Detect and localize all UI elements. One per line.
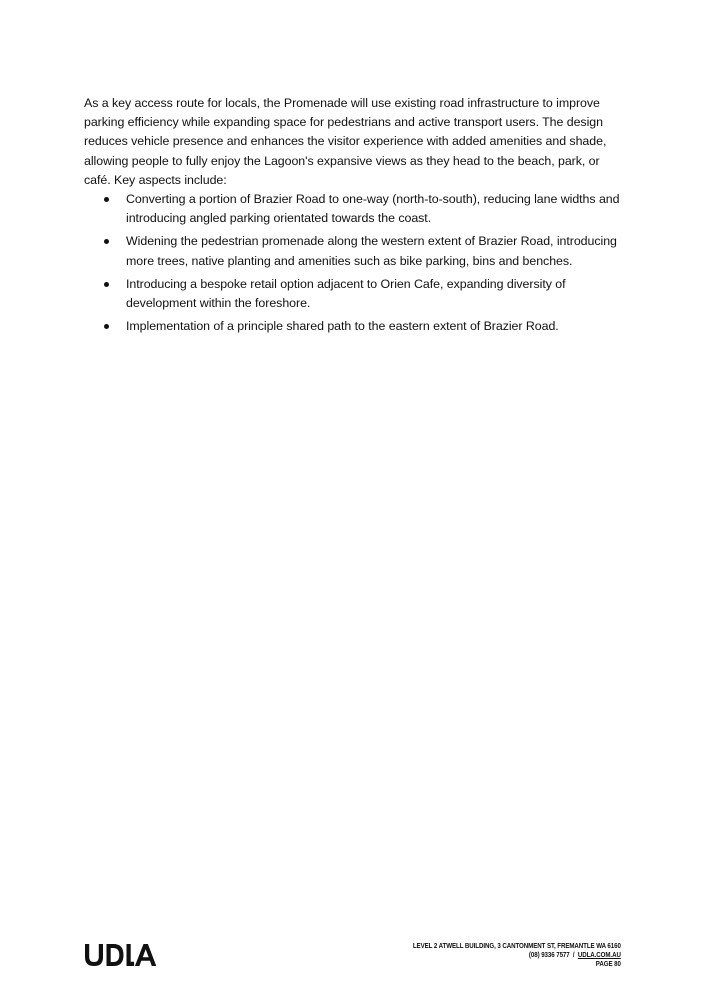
footer-separator: / [573,949,575,959]
list-item [84,190,629,228]
udla-logo-icon [84,940,160,970]
body-text [84,94,629,340]
list-item [84,232,629,270]
bullet-icon [104,197,109,202]
footer-contact [413,942,621,968]
footer-website-link[interactable]: UDLA.COM.AU [577,949,621,959]
list-item-text: Implementation of a principle shared path to the eastern extent of Brazier Road. [126,319,559,334]
bullet-icon [104,239,109,244]
footer-phone-line [413,951,621,960]
list-item-text: Converting a portion of Brazier Road to one-way (north-to-south), reducing lane widths and introducing angled parking orientated towards the coast. [126,192,620,226]
udla-logo [84,940,160,970]
key-aspects-list [84,190,629,336]
list-item [84,275,629,313]
bullet-icon [104,324,109,329]
list-item-text: Introducing a bespoke retail option adjacent to Orien Cafe, expanding diversity of development within the foreshore. [126,276,566,311]
bullet-icon [104,282,109,287]
list-item-text: Widening the pedestrian promenade along the western extent of Brazier Road, introducing more trees, native planting and amenities such as bike parking, bins and benches. [126,234,617,268]
intro-paragraph: As a key access route for locals, the Promenade will use existing road infrastructure to improve parking efficiency while expanding space for pedestrians and active transport users. The design reduces vehicle presence and enhances the visitor experience with added amenities and shade, allowing people to fully enjoy the Lagoon's expansive views as they head to the beach, park, or café. Key aspects include: [84,96,607,187]
footer-phone: (08) 9336 7577 [529,949,570,959]
footer-page-number: PAGE 80 [595,958,621,968]
footer-address-line: LEVEL 2 ATWELL BUILDING, 3 CANTONMENT ST, FREMANTLE WA 6160 [413,941,621,950]
list-item [84,317,629,336]
